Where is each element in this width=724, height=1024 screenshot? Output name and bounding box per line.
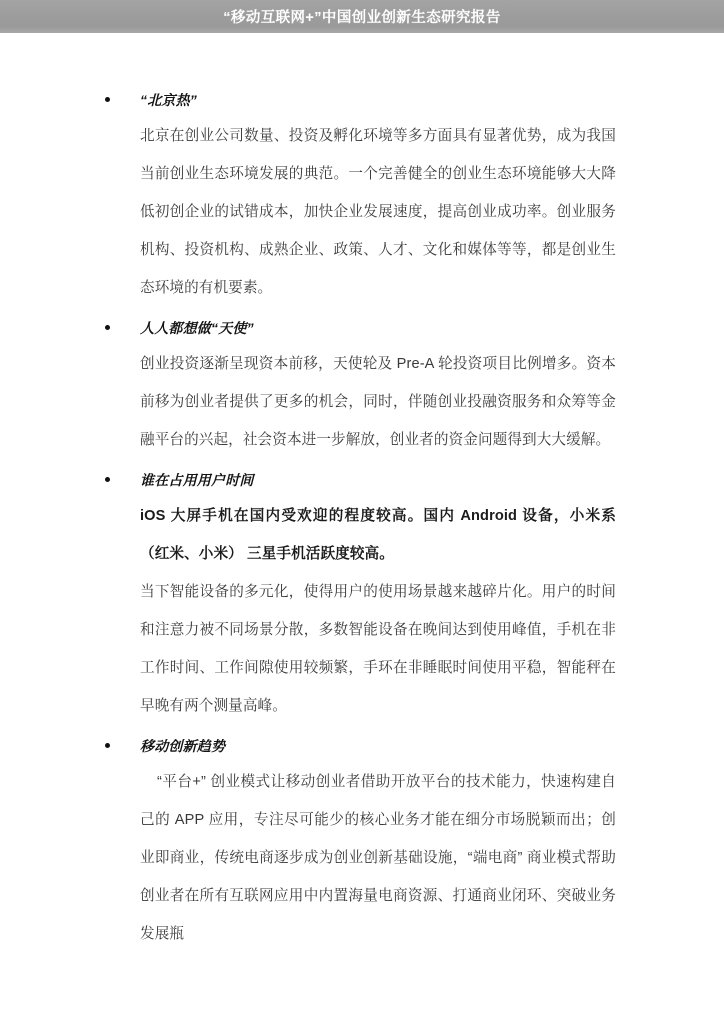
section-heading-label: 谁在占用用户时间: [140, 472, 254, 488]
section-heading-label: “北京热”: [140, 92, 197, 108]
section-heading: [104, 313, 616, 343]
bullet-dot-icon: [105, 743, 110, 748]
section-block: [104, 313, 616, 459]
section-block: [104, 465, 616, 725]
section-heading: [104, 85, 616, 115]
section-paragraph: 北京在创业公司数量、投资及孵化环境等多方面具有显著优势，成为我国当前创业生态环境发展的典范。一个完善健全的创业生态环境能够大大降低初创企业的试错成本，加快企业发展速度，提高创业成功率。创业服务机构、投资机构、成熟企业、政策、人才、文化和媒体等等，都是创业生态环境的有机要素。: [140, 128, 616, 296]
bullet-dot-icon: [105, 325, 110, 330]
section-paragraph: iOS 大屏手机在国内受欢迎的程度较高。国内 Android 设备，小米系（红米、小米） 三星手机活跃度较高。: [140, 508, 616, 562]
page-header-title: “移动互联网+”中国创业创新生态研究报告: [223, 10, 501, 26]
section-heading: [104, 731, 616, 761]
section-paragraph: “平台+” 创业模式让移动创业者借助开放平台的技术能力，快速构建自己的 APP 应用，专注尽可能少的核心业务才能在细分市场脱颖而出；创业即商业，传统电商逐步成为创业创新基础设施，“端电商” 商业模式帮助创业者在所有互联网应用中内置海量电商资源、打通商业闭环、突破业务发展瓶: [140, 774, 616, 942]
page-body: [0, 33, 724, 1024]
section-heading-label: 人人都想做“天使”: [140, 320, 254, 336]
section-heading-label: 移动创新趋势: [140, 738, 226, 754]
bullet-dot-icon: [105, 477, 110, 482]
section-heading: [104, 465, 616, 495]
bullet-dot-icon: [105, 97, 110, 102]
page-header-band: [0, 0, 724, 33]
section-paragraph: 创业投资逐渐呈现资本前移，天使轮及 Pre-A 轮投资项目比例增多。资本前移为创业者提供了更多的机会，同时，伴随创业投融资服务和众筹等金融平台的兴起，社会资本进一步解放，创业者的资金问题得到大大缓解。: [140, 356, 616, 448]
section-block: [104, 731, 616, 953]
document-content: [104, 85, 616, 953]
section-block: [104, 85, 616, 307]
section-paragraph: 当下智能设备的多元化，使得用户的使用场景越来越碎片化。用户的时间和注意力被不同场景分散，多数智能设备在晚间达到使用峰值，手机在非工作时间、工作间隙使用较频繁，手环在非睡眠时间使用平稳，智能秤在早晚有两个测量高峰。: [140, 584, 616, 714]
